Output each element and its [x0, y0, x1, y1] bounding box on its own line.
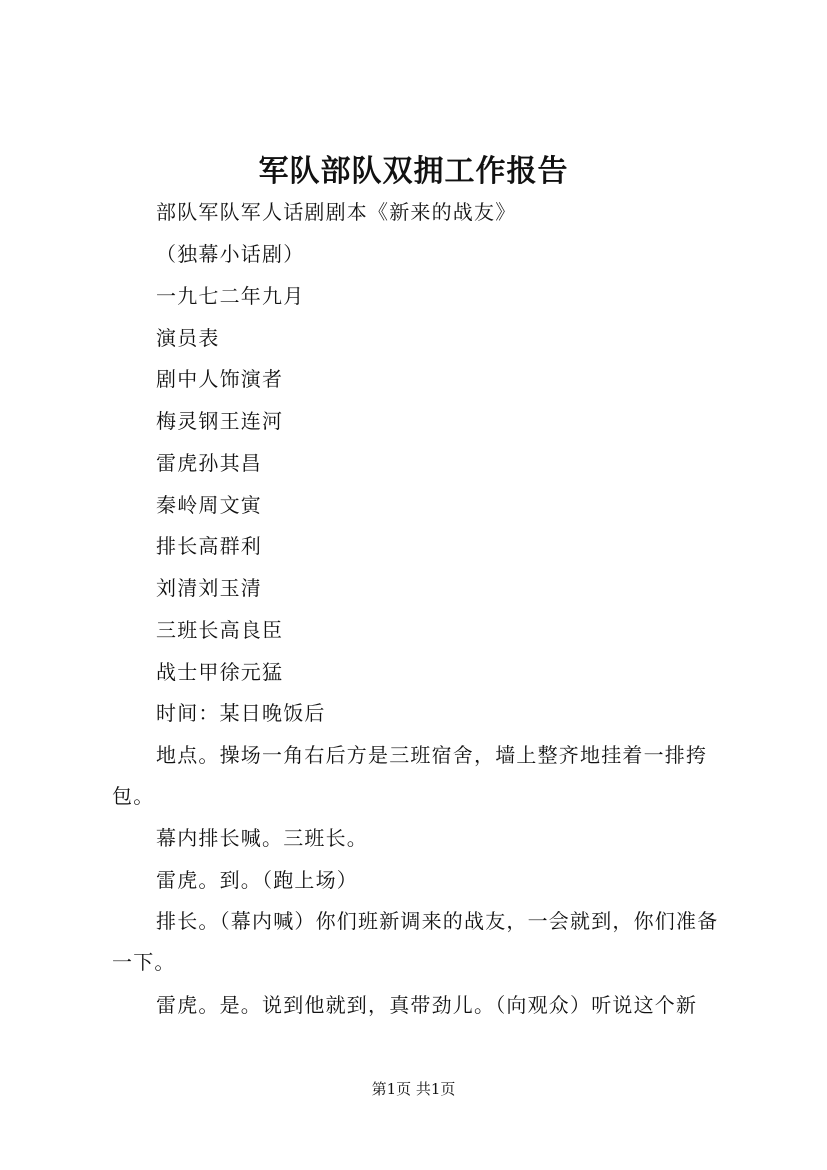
paragraph-cast-2: 雷虎孙其昌 — [156, 451, 262, 475]
paragraph-cast-1: 梅灵钢王连河 — [156, 409, 284, 433]
paragraph-cast-5: 刘清刘玉清 — [156, 576, 262, 600]
paragraph-dialogue-4: 雷虎。是。说到他就到，真带劲儿。（向观众）听说这个新 — [156, 993, 698, 1017]
paragraph-dialogue-3: 排长。（幕内喊）你们班新调来的战友，一会就到，你们准备一下。 — [112, 909, 719, 974]
document-title: 军队部队双拥工作报告 — [258, 154, 569, 189]
paragraph-cast-4: 排长高群利 — [156, 534, 262, 558]
paragraph-date: 一九七二年九月 — [156, 284, 305, 308]
paragraph-play-title: 部队军队军人话剧剧本《新来的战友》 — [156, 200, 517, 224]
paragraph-dialogue-1: 幕内排长喊。三班长。 — [156, 826, 368, 850]
page-footer: 第1页 共1页 — [371, 1080, 456, 1098]
paragraph-cast-columns: 剧中人饰演者 — [156, 367, 284, 391]
paragraph-cast-6: 三班长高良臣 — [156, 618, 284, 642]
paragraph-cast-3: 秦岭周文寅 — [156, 493, 262, 517]
paragraph-cast-7: 战士甲徐元猛 — [156, 660, 284, 684]
paragraph-subtitle: （独幕小话剧） — [156, 242, 305, 266]
paragraph-cast-heading: 演员表 — [156, 326, 220, 350]
paragraph-location: 地点。操场一角右后方是三班宿舍，墙上整齐地挂着一排挎包。 — [112, 743, 708, 808]
paragraph-time: 时间：某日晚饭后 — [156, 701, 326, 725]
paragraph-dialogue-2: 雷虎。到。（跑上场） — [156, 868, 358, 892]
